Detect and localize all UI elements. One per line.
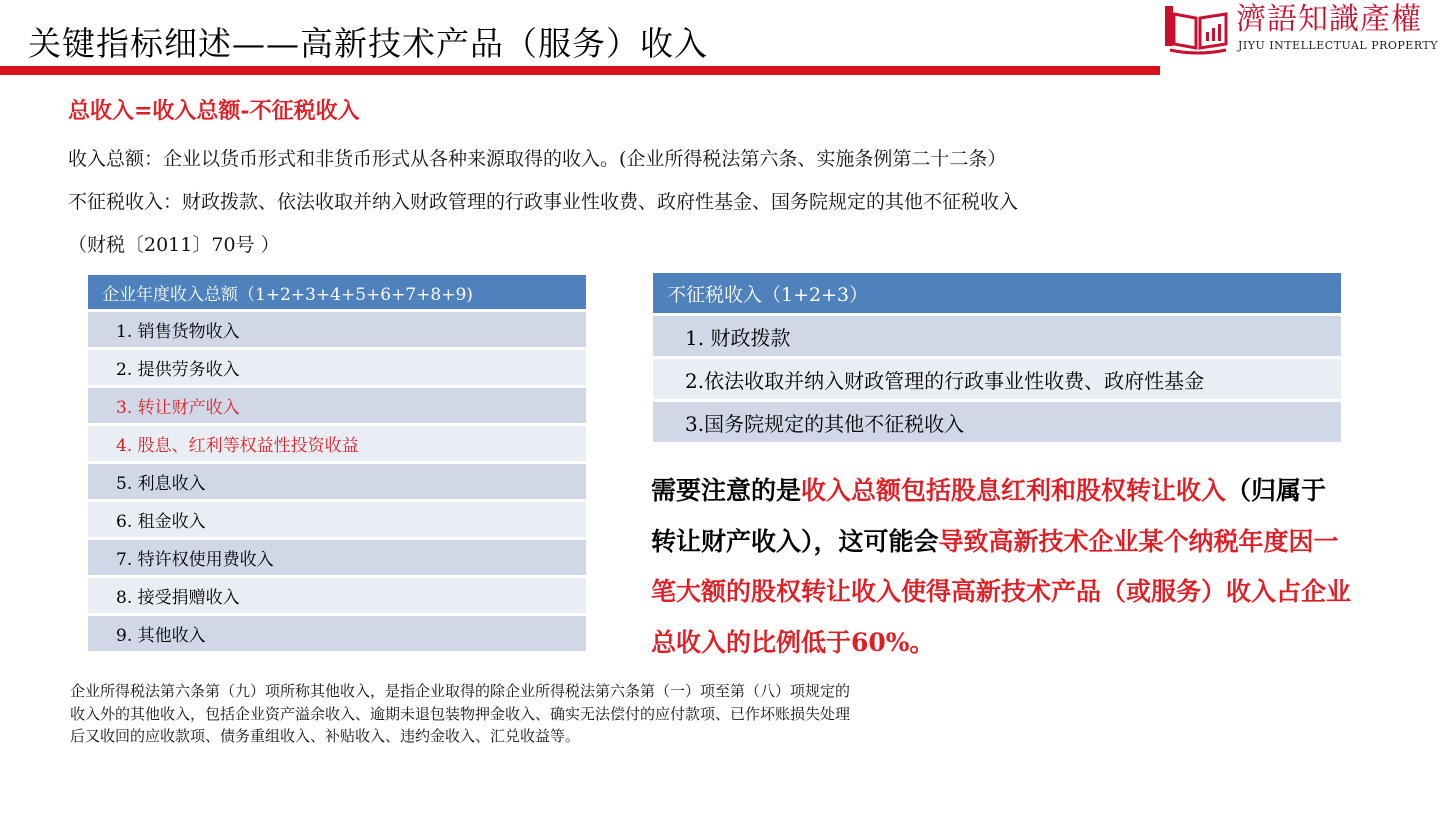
table-row: [88, 350, 586, 385]
table-cell: 7. 特许权使用费收入: [88, 540, 586, 575]
income-items-table: [88, 272, 586, 654]
table-row: [88, 578, 586, 613]
table-row: [88, 312, 586, 347]
total-income-definition: 收入总额：企业以货币形式和非货币形式从各种来源取得的收入。(企业所得税法第六条、实施条例第二十二条）: [68, 148, 1007, 170]
table-cell: 6. 租金收入: [88, 502, 586, 537]
table-cell: 3.国务院规定的其他不征税收入: [653, 402, 1341, 442]
table-cell: 9. 其他收入: [88, 616, 586, 651]
table-cell: 5. 利息收入: [88, 464, 586, 499]
note-conclusion: 导致高新技术企业某个纳税年度因一笔大额的股权转让收入使得高新技术产品（或服务）收入占企业总收入的比例低于60%。: [651, 526, 1352, 657]
title-underline-bar: [0, 66, 1160, 75]
table-cell: 1. 财政拨款: [653, 316, 1341, 356]
table-row: [88, 540, 586, 575]
table-row: [88, 388, 586, 423]
logo-subtitle: JIYU INTELLECTUAL PROPERTY: [1238, 39, 1439, 52]
book-logo-icon: [1162, 4, 1232, 56]
table-header-cell: 不征税收入（1+2+3）: [653, 273, 1341, 313]
table-header-cell: 企业年度收入总额（1+2+3+4+5+6+7+8+9): [88, 275, 586, 309]
page-title: 关键指标细述——高新技术产品（服务）收入: [28, 24, 708, 63]
non-taxable-definition: 不征税收入：财政拨款、依法收取并纳入财政管理的行政事业性收费、政府性基金、国务院规定的其他不征税收入: [68, 191, 1019, 213]
table-row: [88, 464, 586, 499]
note-highlight: 收入总额包括股息红利和股权转让收入: [801, 476, 1227, 505]
table-cell: 2. 提供劳务收入: [88, 350, 586, 385]
note-middle: （归属于转让财产收入），这可能会: [651, 476, 1327, 556]
table-row: [653, 359, 1341, 399]
table-cell: 1. 销售货物收入: [88, 312, 586, 347]
table-row: [88, 616, 586, 651]
other-income-footnote: 企业所得税法第六条第（九）项所称其他收入，是指企业取得的除企业所得税法第六条第（一）项至第（八）项规定的收入外的其他收入，包括企业资产溢余收入、逾期未退包装物押金收入、确实无法偿付的应付款项、已作坏账损失处理后又收回的应收款项、债务重组收入、补贴收入、违约金收入、汇兑收益等。: [70, 682, 851, 745]
table-row: [653, 402, 1341, 442]
table-row: [88, 502, 586, 537]
income-formula: 总收入=收入总额-不征税收入: [68, 98, 360, 124]
table-cell: 2.依法收取并纳入财政管理的行政事业性收费、政府性基金: [653, 359, 1341, 399]
non-taxable-items-table: [653, 270, 1341, 445]
note-lead: 需要注意的是: [651, 476, 802, 505]
attention-note: [651, 466, 1351, 668]
table-cell: 8. 接受捐赠收入: [88, 578, 586, 613]
table-cell: 4. 股息、红利等权益性投资收益: [88, 426, 586, 461]
company-logo: [1160, 0, 1450, 60]
table-header: [653, 273, 1341, 313]
logo-name: 濟語知識產權: [1236, 2, 1422, 37]
table-row: [653, 316, 1341, 356]
non-taxable-reference: （财税〔2011〕70号 ）: [68, 234, 280, 256]
table-cell: 3. 转让财产收入: [88, 388, 586, 423]
table-row: [88, 426, 586, 461]
table-header: [88, 275, 586, 309]
